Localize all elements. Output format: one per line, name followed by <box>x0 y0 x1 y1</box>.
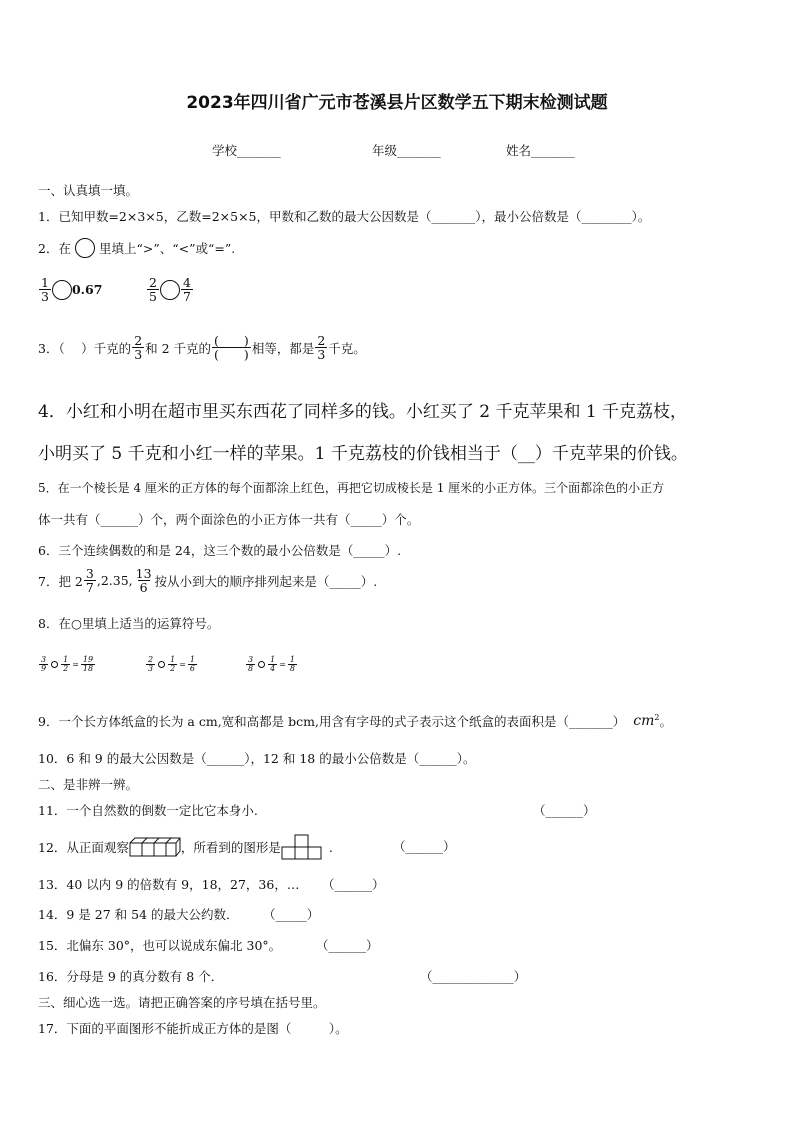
q7-middle: ,2.35, <box>96 573 133 589</box>
question-2 <box>38 238 235 258</box>
operator-circle-icon <box>158 661 165 668</box>
operator-circle-icon <box>258 661 265 668</box>
fraction <box>288 656 297 674</box>
question-4-line-1: 4．小红和小明在超市里买东西花了同样多的钱。小红买了 2 千克苹果和 1 千克荔枝， <box>38 402 688 422</box>
numerator: 1 <box>170 655 176 664</box>
q16-answer-blank: （_____________） <box>420 969 527 984</box>
fraction <box>315 334 327 361</box>
fraction <box>246 656 255 674</box>
q13-answer-blank: （______） <box>322 877 385 892</box>
question-3 <box>38 334 366 361</box>
question-5-line-1: 5．在一个棱长是 4 厘米的正方体的每个面都涂上红色，再把它切成棱长是 1 厘米的小正方体。三个面都涂色的小正方 <box>38 481 665 495</box>
blank-fraction <box>212 334 251 361</box>
q2-prefix: 2．在 <box>38 241 71 256</box>
fraction <box>61 656 70 674</box>
numerator: 3 <box>248 655 254 664</box>
numerator: 2 <box>317 333 326 348</box>
numerator: 3 <box>85 566 94 581</box>
q12-end: . <box>328 839 333 855</box>
question-7 <box>38 567 377 594</box>
cuboid-stack-icon <box>129 836 181 858</box>
q8-expression-2 <box>145 656 198 674</box>
fraction <box>168 656 177 674</box>
equals-sign: = <box>279 660 286 670</box>
operator-circle-icon <box>51 661 58 668</box>
q11-answer-blank: （______） <box>533 803 596 818</box>
q9-end: 。 <box>659 714 672 729</box>
denominator: 6 <box>139 580 148 596</box>
fraction <box>147 276 159 303</box>
numerator: 1 <box>289 655 295 664</box>
numerator: 2 <box>134 333 143 348</box>
numerator: 4 <box>182 275 191 290</box>
q7-suffix: 按从小到大的顺序排列起来是（_____）. <box>154 573 378 589</box>
q3-prefix: 3．（ ）千克的 <box>38 340 132 356</box>
denominator: 3 <box>317 347 326 363</box>
q8-expression-1 <box>38 656 96 674</box>
q12-answer-blank: （______） <box>393 839 456 854</box>
denominator: 6 <box>189 664 195 674</box>
denominator: 8 <box>248 664 254 674</box>
denominator: 3 <box>134 347 143 363</box>
decimal-value: 0.67 <box>71 282 103 298</box>
compare-circle-icon <box>75 238 95 258</box>
question-5-line-2: 体一共有（______）个，两个面涂色的小正方体一共有（_____）个。 <box>38 512 420 527</box>
q2-expr-right <box>146 276 194 303</box>
q15-answer-blank: （______） <box>316 938 379 953</box>
q3-post: 相等，都是 <box>251 340 315 356</box>
denominator: 4 <box>270 664 276 674</box>
numerator: 2 <box>148 655 154 664</box>
question-9 <box>38 712 672 730</box>
numerator: 1 <box>270 655 276 664</box>
question-12 <box>38 834 333 860</box>
question-14: 14．9 是 27 和 54 的最大公约数． <box>38 907 239 922</box>
question-17: 17．下面的平面图形不能折成正方体的是图（ ）。 <box>38 1021 348 1036</box>
fraction <box>39 276 51 303</box>
unit-superscript: 2 <box>654 712 660 722</box>
fraction <box>132 334 144 361</box>
question-10: 10．6 和 9 的最大公因数是（______），12 和 18 的最小公倍数是（______）。 <box>38 751 476 766</box>
denominator: 3 <box>41 289 49 305</box>
q2-suffix: 里填上“>”、“<”或“=”. <box>98 241 236 256</box>
question-13: 13．40 以内 9 的倍数有 9，18，27，36，… <box>38 877 300 892</box>
q14-answer-blank: （_____） <box>263 907 320 922</box>
fraction <box>181 276 193 303</box>
denominator: 3 <box>148 664 154 674</box>
q12-prefix: 12．从正面观察 <box>38 840 129 855</box>
blank-denominator: ( ) <box>214 347 249 363</box>
numerator: 19 <box>82 655 94 664</box>
page-title: 2023年四川省广元市苍溪县片区数学五下期末检测试题 <box>186 93 608 113</box>
numerator: 1 <box>63 655 69 664</box>
q7-prefix: 7．把 2 <box>38 573 83 589</box>
q8-expression-3 <box>245 656 298 674</box>
numerator: 1 <box>189 655 195 664</box>
fraction <box>134 567 154 594</box>
section-3-heading: 三、细心选一选。请把正确答案的序号填在括号里。 <box>38 995 326 1010</box>
numerator: 3 <box>41 655 47 664</box>
equals-sign: = <box>72 660 79 670</box>
numerator: 13 <box>135 566 152 581</box>
question-4-line-2: 小明买了 5 千克和小红一样的苹果。1 千克荔枝的价钱相当于（__）千克苹果的价钱。 <box>38 444 688 464</box>
unit-cm: cm <box>633 713 655 730</box>
section-1-heading: 一、认真填一填。 <box>38 183 139 198</box>
denominator: 9 <box>41 664 47 674</box>
equals-sign: = <box>179 660 186 670</box>
q2-expr-left <box>38 276 102 303</box>
compare-circle-icon <box>52 280 72 300</box>
denominator: 5 <box>149 289 157 305</box>
question-15: 15．北偏东 30°，也可以说成东偏北 30°。 <box>38 938 282 953</box>
numerator: 1 <box>41 275 49 290</box>
grade-field: 年级_______ <box>372 143 441 158</box>
denominator: 2 <box>170 664 176 674</box>
q3-middle: 和 2 千克的 <box>145 340 212 356</box>
question-16: 16．分母是 9 的真分数有 8 个． <box>38 969 224 984</box>
denominator: 8 <box>289 664 295 674</box>
front-view-grid-icon <box>281 834 323 860</box>
blank-numerator: ( ) <box>214 333 249 348</box>
q12-middle: ，所看到的图形是 <box>180 840 281 855</box>
question-8: 8．在○里填上适当的运算符号。 <box>38 616 220 631</box>
fraction <box>84 567 96 594</box>
fraction <box>188 656 197 674</box>
denominator: 7 <box>182 289 191 305</box>
fraction <box>39 656 48 674</box>
q9-text: 9．一个长方体纸盒的长为 a cm,宽和高都是 bcm,用含有字母的式子表示这个纸盒的表面积是（_______） <box>38 714 626 729</box>
q3-end: 千克。 <box>328 340 366 356</box>
fraction <box>81 656 95 674</box>
question-1: 1．已知甲数=2×3×5，乙数=2×5×5，甲数和乙数的最大公因数是（_______），最小公倍数是（________）。 <box>38 209 651 224</box>
compare-circle-icon <box>160 280 180 300</box>
fraction <box>268 656 277 674</box>
denominator: 2 <box>63 664 69 674</box>
question-6: 6．三个连续偶数的和是 24，这三个数的最小公倍数是（_____）. <box>38 543 402 558</box>
denominator: 18 <box>82 664 94 674</box>
school-field: 学校_______ <box>212 143 281 158</box>
fraction <box>146 656 155 674</box>
numerator: 2 <box>149 275 157 290</box>
denominator: 7 <box>85 580 94 596</box>
question-11: 11．一个自然数的倒数一定比它本身小. <box>38 803 258 818</box>
section-2-heading: 二、是非辨一辨。 <box>38 777 139 792</box>
name-field: 姓名_______ <box>506 143 575 158</box>
